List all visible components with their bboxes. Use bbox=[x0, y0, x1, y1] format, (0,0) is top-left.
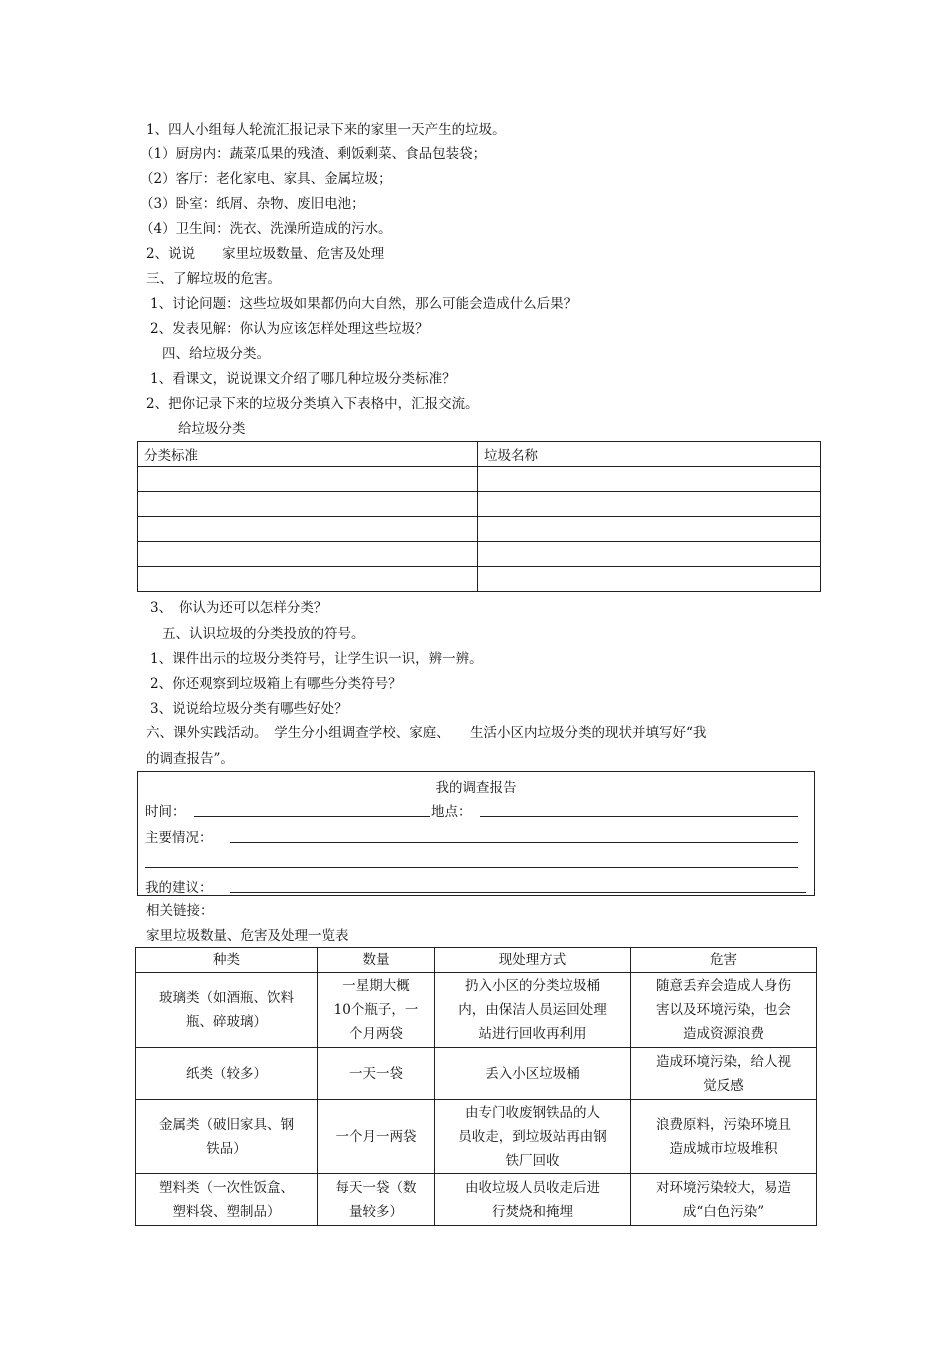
standard-cell[interactable] bbox=[138, 492, 478, 517]
suggestion-label: 我的建议： bbox=[145, 880, 213, 896]
harm-cell bbox=[631, 1100, 817, 1174]
step-2-discuss: 2、说说 家里垃圾数量、危害及处理 bbox=[146, 246, 385, 262]
classify-table bbox=[137, 441, 821, 592]
section-6-continued: 的调查报告”。 bbox=[146, 751, 234, 767]
situation-label: 主要情况： bbox=[145, 830, 213, 846]
harm-cell bbox=[631, 1048, 817, 1100]
opinion-question: 2、发表见解：你认为应该怎样处理这些垃圾？ bbox=[150, 321, 429, 337]
name-cell[interactable] bbox=[478, 567, 821, 592]
standard-cell[interactable] bbox=[138, 517, 478, 542]
name-cell[interactable] bbox=[478, 492, 821, 517]
place-field[interactable] bbox=[480, 816, 798, 817]
table-row bbox=[136, 1174, 817, 1226]
harm-cell bbox=[631, 1174, 817, 1226]
plastic-type: 塑料类（一次性饭盒、 塑料袋、塑制品） bbox=[159, 1179, 294, 1220]
header-type: 种类 bbox=[136, 948, 318, 973]
step-1-report: 1、四人小组每人轮流汇报记录下来的家里一天产生的垃圾。 bbox=[146, 122, 506, 138]
bathroom-item: （4）卫生间：洗衣、洗澡所造成的污水。 bbox=[140, 221, 392, 237]
read-text-question: 1、看课文，说说课文介绍了哪几种垃圾分类标准？ bbox=[150, 371, 456, 387]
standard-cell[interactable] bbox=[138, 467, 478, 492]
header-disposal: 现处理方式 bbox=[435, 948, 631, 973]
plastic-quantity: 每天一袋（数 量较多） bbox=[335, 1179, 417, 1220]
living-room-item: （2）客厅：老化家电、家具、金属垃圾； bbox=[140, 171, 392, 187]
bedroom-item: （3）卧室：纸屑、杂物、废旧电池； bbox=[140, 196, 365, 212]
situation-field-line-2[interactable] bbox=[145, 867, 798, 868]
type-cell bbox=[136, 973, 318, 1048]
time-label: 时间： bbox=[145, 804, 186, 820]
report-title: 我的调查报告 bbox=[435, 780, 517, 796]
symbol-question-2: 2、你还观察到垃圾箱上有哪些分类符号？ bbox=[150, 676, 402, 692]
section-4-heading: 四、给垃圾分类。 bbox=[162, 346, 270, 362]
classify-header-standard: 分类标准 bbox=[138, 442, 478, 467]
plastic-harm: 对环境污染较大，易造 成“白色污染” bbox=[656, 1179, 791, 1220]
section-5-heading: 五、认识垃圾的分类投放的符号。 bbox=[162, 626, 365, 642]
type-cell bbox=[136, 1100, 318, 1174]
quantity-cell bbox=[318, 973, 435, 1048]
disposal-cell bbox=[435, 973, 631, 1048]
classify-table-title: 给垃圾分类 bbox=[178, 421, 246, 437]
standard-cell[interactable] bbox=[138, 542, 478, 567]
table-row bbox=[138, 517, 821, 542]
name-cell[interactable] bbox=[478, 467, 821, 492]
disposal-cell bbox=[435, 1174, 631, 1226]
fill-table-instruction: 2、把你记录下来的垃圾分类填入下表格中，汇报交流。 bbox=[146, 396, 479, 412]
table-row bbox=[138, 492, 821, 517]
metal-quantity: 一个月一两袋 bbox=[335, 1128, 417, 1145]
suggestion-field[interactable] bbox=[230, 892, 806, 893]
header-harm: 危害 bbox=[631, 948, 817, 973]
metal-type: 金属类（破旧家具、钢 铁品） bbox=[159, 1116, 294, 1157]
table-row bbox=[136, 1048, 817, 1100]
paper-harm: 造成环境污染，给人视 觉反感 bbox=[656, 1053, 791, 1094]
metal-disposal: 由专门收废钢铁品的人 员收走，到垃圾站再由钢 铁厂回收 bbox=[458, 1104, 607, 1169]
quantity-cell bbox=[318, 1174, 435, 1226]
other-classification-question: 3、 你认为还可以怎样分类？ bbox=[150, 600, 328, 616]
harm-cell bbox=[631, 973, 817, 1048]
quantity-cell bbox=[318, 1048, 435, 1100]
type-cell bbox=[136, 1048, 318, 1100]
disposal-cell bbox=[435, 1100, 631, 1174]
name-cell[interactable] bbox=[478, 517, 821, 542]
section-6-heading: 六、课外实践活动。 学生分小组调查学校、家庭、 生活小区内垃圾分类的现状并填写好“我 bbox=[146, 725, 707, 741]
glass-type: 玻璃类（如酒瓶、饮料 瓶、碎玻璃） bbox=[159, 990, 294, 1030]
place-label: 地点： bbox=[431, 804, 472, 820]
kitchen-item: （1）厨房内：蔬菜瓜果的残渣、剩饭剩菜、食品包装袋； bbox=[140, 146, 487, 162]
glass-disposal: 扔入小区的分类垃圾桶 内，由保洁人员运回处理 站进行回收再利用 bbox=[458, 978, 607, 1042]
header-quantity: 数量 bbox=[318, 948, 435, 973]
benefit-question: 3、说说给垃圾分类有哪些好处？ bbox=[150, 701, 348, 717]
glass-quantity: 一星期大概 10个瓶子，一 个月两袋 bbox=[333, 978, 419, 1042]
quantity-cell bbox=[318, 1100, 435, 1174]
table-row bbox=[138, 542, 821, 567]
time-field[interactable] bbox=[194, 816, 430, 817]
situation-field[interactable] bbox=[230, 842, 798, 843]
type-cell bbox=[136, 1174, 318, 1226]
related-links-label: 相关链接： bbox=[146, 903, 214, 919]
name-cell[interactable] bbox=[478, 542, 821, 567]
symbol-question-1: 1、课件出示的垃圾分类符号，让学生识一识，辨一辨。 bbox=[150, 651, 483, 667]
table-row bbox=[136, 973, 817, 1048]
survey-report-box bbox=[137, 771, 815, 896]
summary-table bbox=[135, 947, 817, 1226]
disposal-cell bbox=[435, 1048, 631, 1100]
classify-header-name: 垃圾名称 bbox=[478, 442, 821, 467]
section-3-heading: 三、了解垃圾的危害。 bbox=[146, 271, 281, 287]
paper-disposal: 丢入小区垃圾桶 bbox=[485, 1065, 580, 1082]
glass-harm: 随意丢弃会造成人身伤 害以及环境污染，也会 造成资源浪费 bbox=[656, 978, 791, 1042]
table-row bbox=[138, 567, 821, 592]
paper-type: 纸类（较多） bbox=[186, 1065, 267, 1082]
plastic-disposal: 由收垃圾人员收走后进 行焚烧和掩埋 bbox=[465, 1179, 600, 1220]
metal-harm: 浪费原料，污染环境且 造成城市垃圾堆积 bbox=[656, 1116, 791, 1157]
summary-table-title: 家里垃圾数量、危害及处理一览表 bbox=[146, 928, 349, 944]
standard-cell[interactable] bbox=[138, 567, 478, 592]
discussion-question: 1、讨论问题：这些垃圾如果都仍向大自然，那么可能会造成什么后果？ bbox=[150, 296, 578, 312]
table-row bbox=[138, 467, 821, 492]
paper-quantity: 一天一袋 bbox=[349, 1065, 403, 1082]
table-row bbox=[136, 1100, 817, 1174]
